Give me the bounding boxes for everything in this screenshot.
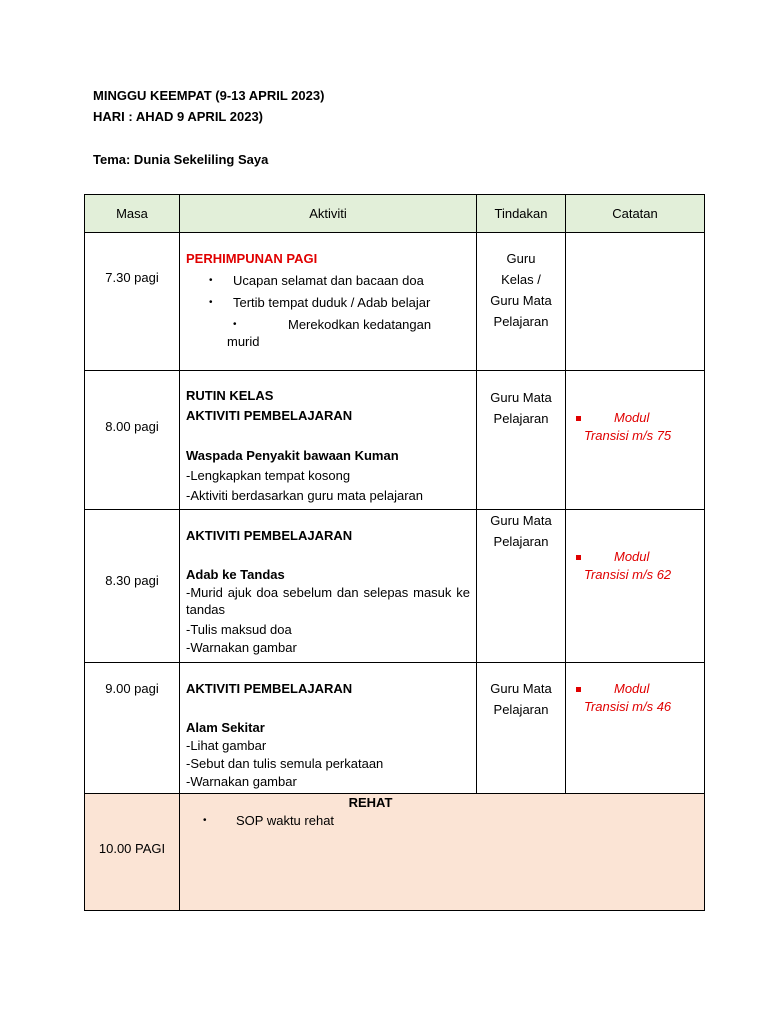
- rehat-title: REHAT: [348, 795, 393, 810]
- catatan-cell: [566, 371, 705, 510]
- tindakan-line: Pelajaran: [493, 314, 549, 329]
- bullet-square-icon: [576, 555, 581, 560]
- activity-topic: Adab ke Tandas: [186, 567, 285, 582]
- bullet-list: [186, 270, 470, 314]
- aktiviti-cell: [180, 663, 477, 794]
- rehat-cell: [180, 794, 705, 911]
- activity-title: AKTIVITI PEMBELAJARAN: [186, 528, 353, 543]
- tindakan-line: Kelas /: [501, 272, 541, 287]
- activity-line: -Lengkapkan tempat kosong: [186, 468, 351, 483]
- masa-cell: [85, 663, 180, 794]
- tindakan-cell: [477, 663, 566, 794]
- activity-line: -Lihat gambar: [186, 738, 267, 753]
- time-label: 7.30 pagi: [105, 270, 159, 285]
- activity-topic: Alam Sekitar: [186, 720, 265, 735]
- table-row: [85, 233, 705, 371]
- table-row: [85, 663, 705, 794]
- activity-line: -Murid ajuk doa sebelum dan selepas masuk ke tandas: [186, 585, 470, 617]
- tindakan-line: Guru Mata: [490, 681, 552, 696]
- activity-line: -Aktiviti berdasarkan guru mata pelajaran: [186, 488, 424, 503]
- catatan-line: Transisi m/s 75: [584, 428, 672, 443]
- activity-title: PERHIMPUNAN PAGI: [186, 251, 318, 266]
- activity-topic: Waspada Penyakit bawaan Kuman: [186, 448, 399, 463]
- bullet-square-icon: [576, 687, 581, 692]
- catatan-cell: [566, 233, 705, 371]
- header-masa: Masa: [85, 195, 180, 233]
- tindakan-cell: [477, 371, 566, 510]
- week-heading: MINGGU KEEMPAT (9-13 APRIL 2023): [93, 88, 325, 103]
- time-label: 8.30 pagi: [105, 573, 159, 588]
- catatan-line: Modul: [614, 681, 650, 696]
- activity-line: -Tulis maksud doa: [186, 622, 292, 637]
- tindakan-line: Guru: [506, 251, 536, 266]
- tindakan-line: Guru Mata: [490, 390, 552, 405]
- bullet-list: [180, 811, 561, 830]
- header-aktiviti: Aktiviti: [180, 195, 477, 233]
- catatan-cell: [566, 663, 705, 794]
- catatan-line: Transisi m/s 62: [584, 567, 672, 582]
- table-row: [85, 510, 705, 663]
- tindakan-line: Pelajaran: [493, 411, 549, 426]
- activity-line: -Sebut dan tulis semula perkataan: [186, 756, 384, 771]
- header-catatan: Catatan: [566, 195, 705, 233]
- theme-heading: Tema: Dunia Sekeliling Saya: [93, 152, 269, 167]
- masa-cell: [85, 371, 180, 510]
- aktiviti-cell: [180, 510, 477, 663]
- catatan-line: Modul: [614, 549, 650, 564]
- header-tindakan: Tindakan: [477, 195, 566, 233]
- list-item: • SOP waktu rehat: [180, 811, 561, 830]
- tindakan-cell: [477, 233, 566, 371]
- tindakan-line: Pelajaran: [493, 534, 549, 549]
- table-header-row: [85, 195, 705, 233]
- catatan-cell: [566, 510, 705, 663]
- masa-cell: [85, 510, 180, 663]
- masa-cell: [85, 794, 180, 911]
- masa-cell: [85, 233, 180, 371]
- tindakan-line: Guru Mata: [490, 293, 552, 308]
- sub-bullet: [186, 316, 470, 333]
- bullet-square-icon: [576, 416, 581, 421]
- sub-bullet-text: Merekodkan kedatangan: [288, 317, 432, 332]
- day-heading: HARI : AHAD 9 APRIL 2023): [93, 109, 263, 124]
- activity-line: -Warnakan gambar: [186, 774, 297, 789]
- table-row: [85, 794, 705, 911]
- activity-line: -Warnakan gambar: [186, 640, 297, 655]
- catatan-line: Transisi m/s 46: [584, 699, 672, 714]
- activity-title: RUTIN KELAS: [186, 388, 274, 403]
- tindakan-line: Guru Mata: [490, 513, 552, 528]
- catatan-line: Modul: [614, 410, 650, 425]
- time-label: 8.00 pagi: [105, 419, 159, 434]
- tindakan-line: Pelajaran: [493, 702, 549, 717]
- time-label: 9.00 pagi: [105, 681, 159, 696]
- activity-title: AKTIVITI PEMBELAJARAN: [186, 408, 353, 423]
- aktiviti-cell: [180, 233, 477, 371]
- activity-title: AKTIVITI PEMBELAJARAN: [186, 681, 353, 696]
- list-item: • Tertib tempat duduk / Adab belajar: [186, 292, 470, 314]
- sub-bullet-continuation: murid: [227, 334, 260, 349]
- table-row: [85, 371, 705, 510]
- schedule-table: [84, 194, 705, 911]
- aktiviti-cell: [180, 371, 477, 510]
- list-item: • Ucapan selamat dan bacaan doa: [186, 270, 470, 292]
- bullet-icon: •: [233, 319, 237, 330]
- time-label: 10.00 PAGI: [98, 841, 166, 856]
- tindakan-cell: [477, 510, 566, 663]
